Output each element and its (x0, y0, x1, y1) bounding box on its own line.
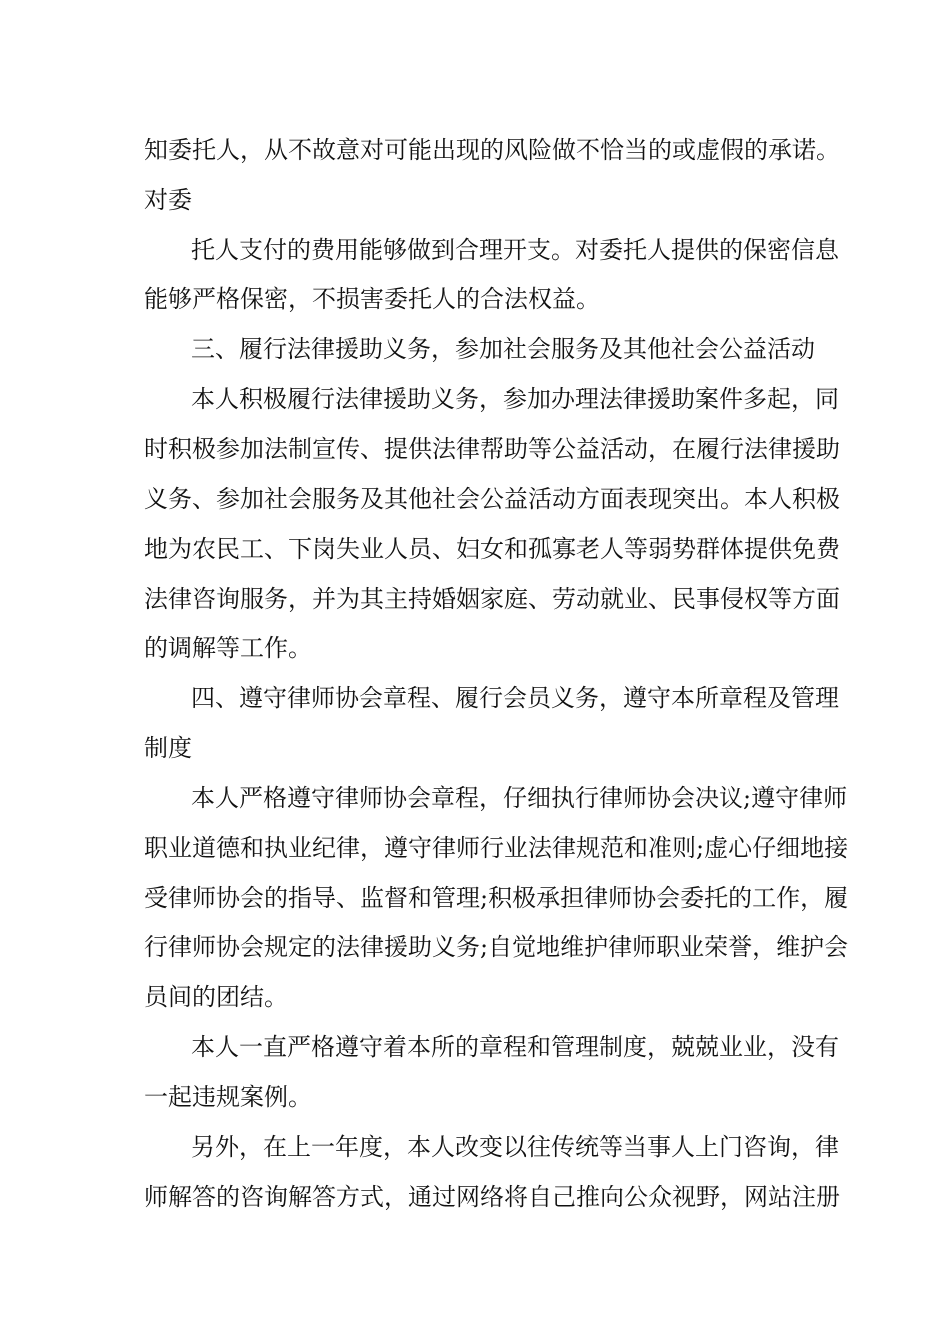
text-line: 受律师协会的指导、监督和管理;积极承担律师协会委托的工作，履 (144, 884, 849, 912)
text-line: 地为农民工、下岗失业人员、妇女和孤寡老人等弱势群体提供免费 (144, 535, 840, 563)
text-line: 义务、参加社会服务及其他社会公益活动方面表现突出。本人积极 (144, 485, 840, 513)
section-heading: 四、遵守律师协会章程、履行会员义务，遵守本所章程及管理 (191, 684, 839, 712)
text-line: 职业道德和执业纪律，遵守律师行业法律规范和准则;虚心仔细地接 (144, 834, 849, 862)
text-line: 行律师协会规定的法律援助义务;自觉地维护律师职业荣誉，维护会 (144, 933, 849, 961)
text-line: 一起违规案例。 (144, 1083, 312, 1111)
text-line: 员间的团结。 (144, 983, 288, 1011)
text-line: 另外，在上一年度，本人改变以往传统等当事人上门咨询，律 (191, 1133, 839, 1161)
text-line: 能够严格保密，不损害委托人的合法权益。 (144, 285, 600, 313)
section-heading: 三、履行法律援助义务，参加社会服务及其他社会公益活动 (191, 335, 815, 363)
text-line: 知委托人，从不故意对可能出现的风险做不恰当的或虚假的承诺。 (144, 136, 840, 164)
text-line: 时积极参加法制宣传、提供法律帮助等公益活动，在履行法律援助 (144, 435, 840, 463)
section-heading-cont: 制度 (144, 734, 192, 762)
text-line: 对委 (144, 186, 192, 214)
text-line: 本人积极履行法律援助义务，参加办理法律援助案件多起，同 (191, 385, 839, 413)
text-line: 师解答的咨询解答方式，通过网络将自己推向公众视野，网站注册 (144, 1183, 840, 1211)
text-line: 本人严格遵守律师协会章程，仔细执行律师协会决议;遵守律师 (191, 784, 848, 812)
text-line: 本人一直严格遵守着本所的章程和管理制度，兢兢业业，没有 (191, 1033, 839, 1061)
text-line: 法律咨询服务，并为其主持婚姻家庭、劳动就业、民事侵权等方面 (144, 585, 840, 613)
text-line: 托人支付的费用能够做到合理开支。对委托人提供的保密信息 (191, 236, 839, 264)
text-line: 的调解等工作。 (144, 634, 312, 662)
